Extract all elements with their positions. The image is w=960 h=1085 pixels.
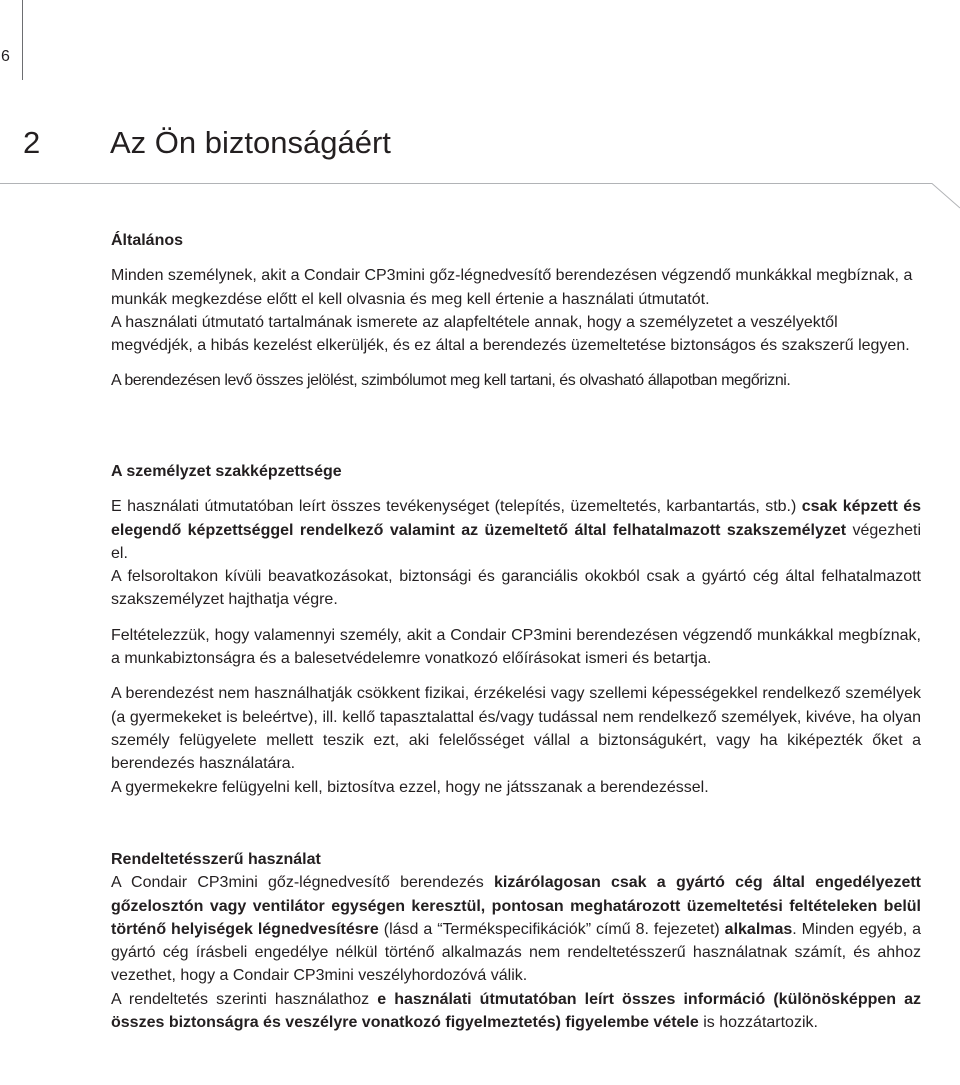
section-general	[111, 229, 921, 393]
qualification-p1-text-a: E használati útmutatóban leírt összes tevékenységet (telepítés, üzemeltetés, karbantartás, stb.)	[111, 498, 802, 516]
general-paragraph-3: A berendezésen levő összes jelölést, szimbólumot meg kell tartani, és olvasható állapotban megőrizni.	[111, 372, 791, 390]
intended-use-paragraph-1	[111, 871, 921, 987]
chapter-number: 2	[23, 125, 41, 160]
general-paragraph-1: Minden személynek, akit a Condair CP3mini gőz-légnedvesítő berendezésen végzendő munkákkal megbíznak, a munkák megkezdése előtt el kell olvasnia és meg kell értenie a használati útmutatót.	[111, 267, 913, 308]
qualification-paragraph-3: Feltételezzük, hogy valamennyi személy, akit a Condair CP3mini berendezésen végzendő munkákkal megbíznak, a munkabiztonságra és a balesetvédelemre vonatkozó előírásokat ismeri és betartja.	[111, 626, 921, 668]
section-heading-qualification: A személyzet szakképzettsége	[111, 463, 342, 480]
intended-use-p2-emphasis: e használati útmutatóban leírt összes információ (különösképpen az összes biztonságra és veszélyre vonatkozó figyelmeztetés) figyelembe vétele	[111, 990, 922, 1032]
section-heading-intended-use: Rendeltetésszerű használat	[111, 851, 321, 868]
chapter-title-text: Az Ön biztonságáért	[110, 125, 391, 160]
qualification-paragraph-5: A gyermekekre felügyelni kell, biztosítva ezzel, hogy ne játsszanak a berendezéssel.	[111, 778, 709, 796]
intended-use-paragraph-2	[111, 988, 921, 1035]
intended-use-p2-text-a: A rendeltetés szerinti használathoz	[111, 990, 378, 1008]
intended-use-p2-text-b: is hozzátartozik.	[698, 1014, 818, 1032]
section-qualification	[111, 460, 921, 799]
page-number-rule	[22, 0, 23, 80]
intended-use-p1-text-b: (lásd a “Termékspecifikációk” című 8. fejezetet)	[378, 920, 725, 938]
qualification-paragraph-2: A felsoroltakon kívüli beavatkozásokat, biztonsági és garanciális okokból csak a gyártó cég által felhatalmazott szakszemélyzet hajthatja végre.	[111, 568, 921, 609]
header-rule	[0, 183, 960, 213]
intended-use-p1-text-c: . Minden egyéb, a gyártó cég írásbeli engedélye nélkül történő alkalmazás nem rendeltetésszerű használatnak számít, és ahhoz vezethet, hogy a Condair CP3mini veszélyhordozóvá válik.	[111, 920, 921, 985]
general-paragraph-2: A használati útmutató tartalmának ismerete az alapfeltétele annak, hogy a személyzetet a veszélyektől megvédjék, a hibás kezelést elkerüljék, és ez által a berendezés üzemeltetése biztonságos és szakszerű legyen.	[111, 313, 910, 355]
section-heading-general: Általános	[111, 232, 184, 249]
page-number: 6	[1, 48, 10, 65]
section-intended-use	[111, 848, 921, 1034]
intended-use-p1-text-a: A Condair CP3mini gőz-légnedvesítő berendezés	[111, 874, 495, 892]
qualification-p1-text-b: végezheti el.	[111, 521, 921, 562]
qualification-p1-emphasis: csak képzett és elegendő képzettséggel rendelkező valamint az üzemeltető által felhatalmazott szakszemélyzet	[111, 498, 921, 539]
qualification-paragraph-1	[111, 495, 921, 565]
qualification-paragraph-4: A berendezést nem használhatják csökkent fizikai, érzékelési vagy szellemi képességekkel rendelkező személyek (a gyermekeket is beleértve), ill. kellő tapasztalattal és/vagy tudással nem rendelkező személyek, kivéve, ha olyan személy felügyelete mellett teszik ezt, aki felelősséget vállal a biztonságukért, vagy ha kiképezték őket a berendezés használatára.	[111, 685, 921, 773]
intended-use-p1-emphasis-1: kizárólagosan csak a gyártó cég által engedélyezett gőzelosztón vagy ventilátor egységen keresztül, pontosan meghatározott üzemeltetési feltételeken belül történő helyiségek légnedvesítésre	[111, 874, 922, 938]
intended-use-p1-emphasis-2: alkalmas	[724, 920, 793, 938]
chapter-title	[23, 125, 391, 161]
